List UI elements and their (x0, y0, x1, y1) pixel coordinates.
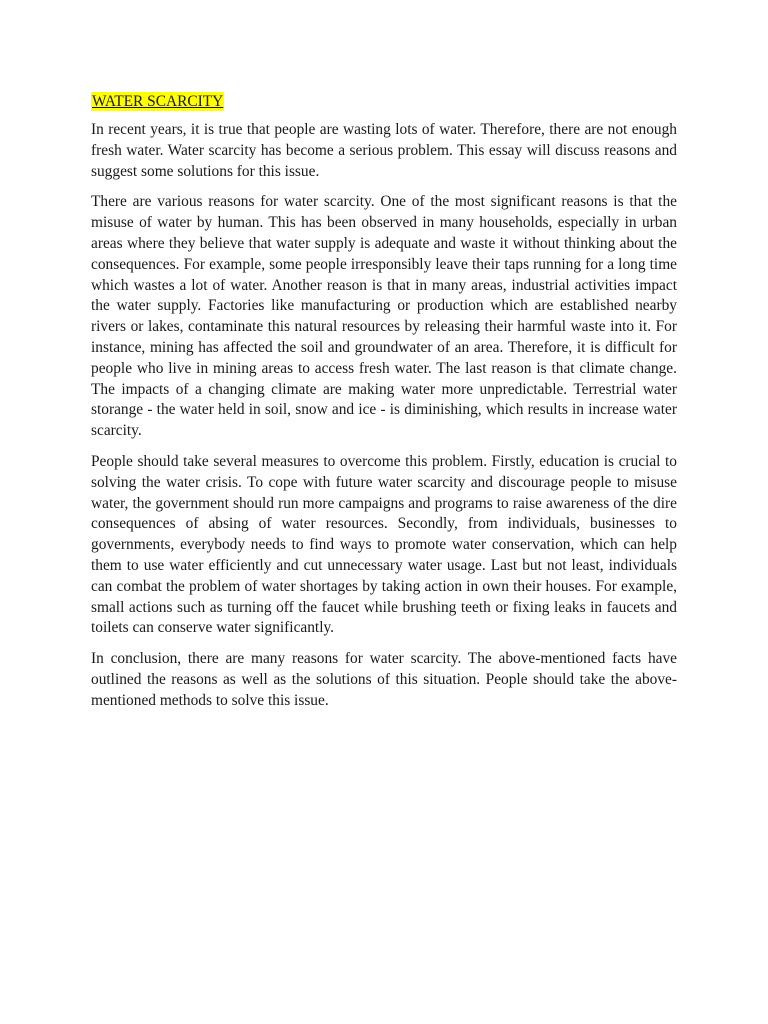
paragraph-reasons: There are various reasons for water scarcity. One of the most significant reasons is that the misuse of water by human. This has been observed in many households, especially in urban areas where they believe that water supply is adequate and waste it without thinking about the consequences. For example, some people irresponsibly leave their taps running for a long time which wastes a lot of water. Another reason is that in many areas, industrial activities impact the water supply. Factories like manufacturing or production which are established nearby rivers or lakes, contaminate this natural resources by releasing their harmful waste into it. For instance, mining has affected the soil and groundwater of an area. Therefore, it is difficult for people who live in mining areas to access fresh water. The last reason is that climate change. The impacts of a changing climate are making water more unpredictable. Terrestrial water storange - the water held in soil, snow and ice - is diminishing, which results in increase water scarcity. (91, 193, 677, 440)
paragraph-solutions: People should take several measures to overcome this problem. Firstly, education is crucial to solving the water crisis. To cope with future water scarcity and discourage people to misuse water, the government should run more campaigns and programs to raise awareness of the dire consequences of absing of water resources. Secondly, from individuals, businesses to governments, everybody needs to find ways to promote water conservation, which can help them to use water efficiently and cut unnecessary water usage. Last but not least, individuals can combat the problem of water shortages by taking action in own their houses. For example, small actions such as turning off the faucet while brushing teeth or fixing leaks in faucets and toilets can conserve water significantly. (91, 452, 677, 637)
document-body (91, 92, 677, 722)
paragraph-introduction: In recent years, it is true that people are wasting lots of water. Therefore, there are not enough fresh water. Water scarcity has become a serious problem. This essay will discuss reasons and suggest some solutions for this issue. (91, 121, 677, 180)
paragraph-conclusion: In conclusion, there are many reasons for water scarcity. The above-mentioned facts have outlined the reasons as well as the solutions of this situation. People should take the above-mentioned methods to solve this issue. (91, 650, 677, 709)
document-title: WATER SCARCITY (92, 93, 224, 110)
